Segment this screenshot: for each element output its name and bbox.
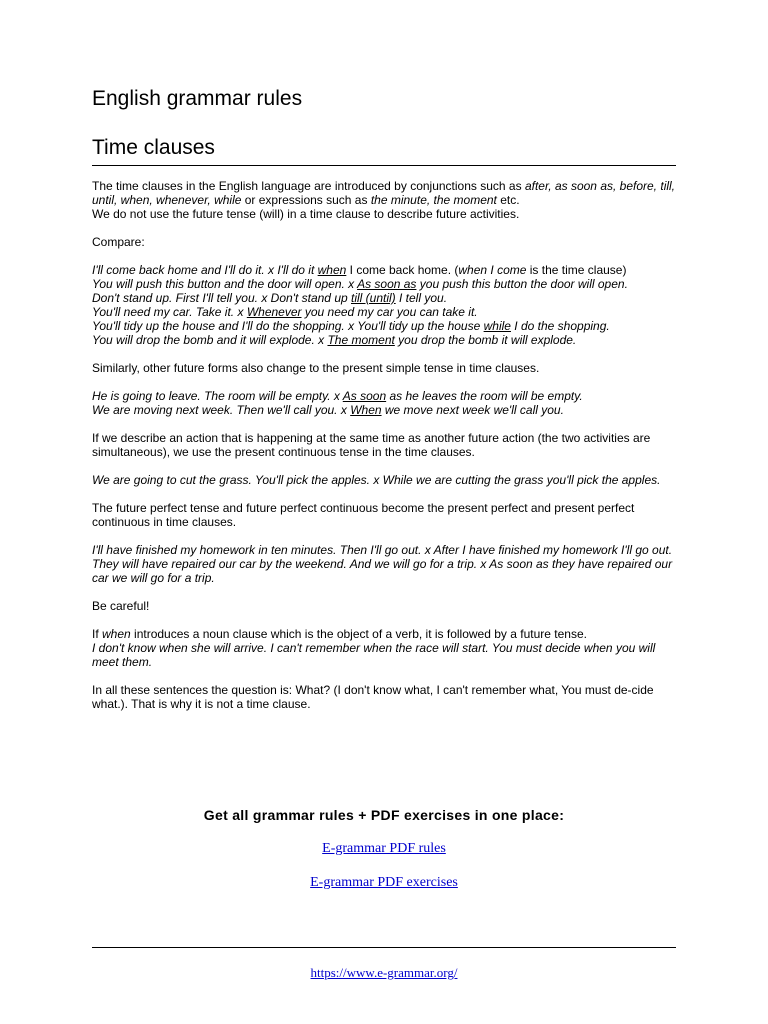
pdf-rules-link[interactable]: E-grammar PDF rules: [322, 841, 446, 856]
compare-examples: [92, 263, 676, 347]
continuous-paragraph: If we describe an action that is happening at the same time as another future action (the two activities are simultaneous), we use the present continuous tense in the time clauses.: [92, 431, 651, 459]
final-paragraph: In all these sentences the question is: What? (I don't know what, I can't remember what, You must de-cide what.). That is why it is not a time clause.: [92, 683, 654, 711]
intro-future-note: We do not use the future tense (will) in a time clause to describe future activities.: [92, 207, 520, 221]
section-title: Time clauses: [92, 136, 215, 159]
footer-website-link[interactable]: https://www.e-grammar.org/: [310, 965, 458, 980]
example-line: You will push this button and the door will open. x As soon as you push this button the door will open.: [92, 277, 628, 291]
example-line: You will drop the bomb and it will explode. x The moment you drop the bomb it will explode.: [92, 333, 577, 347]
intro-paragraph: The time clauses in the English language are introduced by conjunctions such as after, as soon as, before, till, until, when, whenever, while or expressions such as the minute, the moment etc.: [92, 179, 676, 207]
example-line: Don't stand up. First I'll tell you. x Don't stand up till (until) I tell you.: [92, 291, 448, 305]
continuous-example: We are going to cut the grass. You'll pick the apples. x While we are cutting the grass you'll pick the apples.: [92, 473, 661, 487]
perfect-examples: [92, 543, 676, 585]
footer-divider: [92, 947, 676, 948]
example-line: I'll come back home and I'll do it. x I'll do it when I come back home. (when I come is the time clause): [92, 263, 627, 277]
careful-note: Be careful!: [92, 599, 150, 613]
perfect-paragraph: The future perfect tense and future perfect continuous become the present perfect and present perfect continuous in time clauses.: [92, 501, 635, 529]
example-line: They will have repaired our car by the weekend. And we will go for a trip. x As soon as they have repaired our car we will go for a trip.: [92, 557, 673, 585]
noun-clause-example: I don't know when she will arrive. I can't remember when the race will start. You must decide when you will meet them.: [92, 641, 656, 669]
going-to-examples: [92, 389, 676, 417]
similarly-paragraph: Similarly, other future forms also change to the present simple tense in time clauses.: [92, 361, 540, 375]
compare-label: Compare:: [92, 235, 145, 249]
title-divider: [92, 165, 676, 166]
example-line: You'll need my car. Take it. x Whenever you need my car you can take it.: [92, 305, 478, 319]
example-line: You'll tidy up the house and I'll do the shopping. x You'll tidy up the house while I do the shopping.: [92, 319, 610, 333]
document-title: English grammar rules: [92, 87, 303, 110]
example-line: We are moving next week. Then we'll call you. x When we move next week we'll call you.: [92, 403, 564, 417]
pdf-exercises-link[interactable]: E-grammar PDF exercises: [310, 875, 458, 890]
document-content: [92, 86, 676, 711]
example-line: He is going to leave. The room will be empty. x As soon as he leaves the room will be empty.: [92, 389, 583, 403]
noun-clause-paragraph: If when introduces a noun clause which is the object of a verb, it is followed by a future tense.: [92, 627, 587, 641]
promo-heading: Get all grammar rules + PDF exercises in one place:: [203, 807, 565, 823]
example-line: I'll have finished my homework in ten minutes. Then I'll go out. x After I have finished my homework I'll go out.: [92, 543, 673, 557]
